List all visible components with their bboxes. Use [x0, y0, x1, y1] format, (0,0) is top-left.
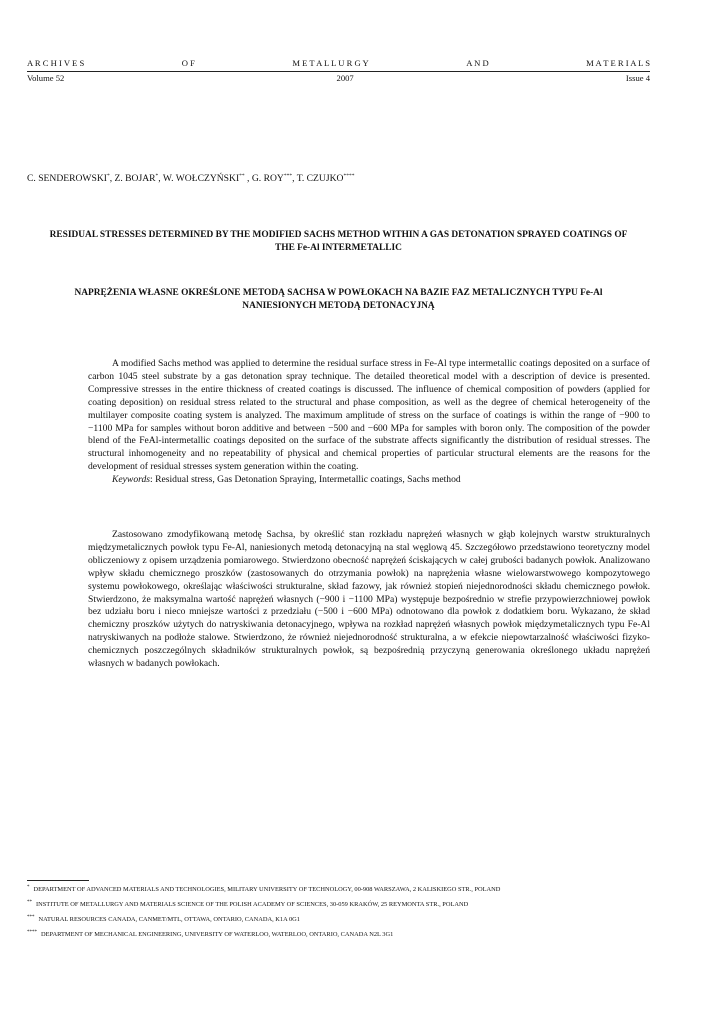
author-name: Z. BOJAR [114, 173, 156, 184]
footnote-mark: ** [27, 900, 32, 905]
year-label: 2007 [336, 73, 354, 83]
header-rule [27, 71, 650, 72]
abstract-polish [88, 529, 650, 671]
footnote-text: NATURAL RESOURCES CANADA, CANMET/MTL, OTTAWA, ONTARIO, CANADA, K1A 0G1 [38, 916, 300, 923]
abstract-polish-text: Zastosowano zmodyfikowaną metodę Sachsa, by określić stan rozkładu naprężeń własnych w głąb kolejnych warstw strukturalnych międzymetalicznych powłok typu Fe-Al, naniesionych metodą detonacyjną na stal węglową 45. Szczegółowo przedstawiono teoretyczny model obliczeniowy z opisem urządzenia pomiarowego. Stwierdzono obecność naprężeń ściskających w całej grubości badanych powłok. Analizowano wpływ składu chemicznego proszków (zastosowanych do otrzymania powłok) na naprężenia własne wielowarstwowego kompozytowego systemu powłokowego, określając właściwości strukturalne, skład fazowy, jak również stopień niejednorodności składu chemicznego powłok. Stwierdzono, że maksymalna wartość naprężeń własnych (−900 i −1100 MPa) występuje bezpośrednio w strefie przypowierzchniowej powłok bez udziału boru i nieco mniejsze wartości z przedziału (−500 i −600 MPa) odnotowano dla powłok z dodatkiem boru. Wykazano, że skład chemiczny proszków użytych do natryskiwania detonacyjnego, wpływa na rozkład naprężeń własnych powłok międzymetalicznych typu Fe-Al natryskiwanych na podłoże stalowe. Stwierdzono, że również niejednorodność strukturalna, a w efekcie niepowtarzalność właściwości fizyko-chemicznych poszczególnych składników strukturalnych powłok, są bezpośrednią przyczyną generowania określonego układu naprężeń własnych w badanych powłokach. [88, 529, 650, 670]
footnote [27, 926, 664, 941]
author-affiliation-mark: * [106, 173, 110, 179]
author-affiliation-mark: ** [239, 173, 245, 179]
abstract-english [88, 358, 650, 487]
footnotes [27, 881, 664, 941]
author-affiliation-mark: *** [283, 173, 293, 179]
journal-word: A N D [466, 58, 489, 68]
paper-title-english: RESIDUAL STRESSES DETERMINED BY THE MODIFIED SACHS METHOD WITHIN A GAS DETONATION SPRAYED COATINGS OF THE Fe-Al INTERMETALLIC [49, 230, 628, 253]
footnote [27, 896, 664, 911]
author-name: W. WOŁCZYŃSKI [162, 173, 240, 184]
author-name: G. ROY [251, 173, 284, 184]
author-affiliation-mark: * [155, 173, 159, 179]
journal-word: M E T A L L U R G Y [292, 58, 369, 68]
issue-info [27, 73, 650, 83]
journal-word: M A T E R I A L S [586, 58, 650, 68]
footnote-mark: **** [27, 930, 37, 935]
footnote-text: DEPARTMENT OF MECHANICAL ENGINEERING, UNIVERSITY OF WATERLOO, WATERLOO, ONTARIO, CANADA N2L 3G1 [41, 931, 394, 938]
paper-title-polish: NAPRĘŻENIA WŁASNE OKREŚLONE METODĄ SACHSA W POWŁOKACH NA BAZIE FAZ METALICZNYCH TYPU Fe-Al NANIESIONYCH METODĄ DETONACYJNĄ [74, 288, 603, 311]
footnote-mark: * [27, 885, 30, 890]
journal-name [27, 58, 650, 68]
footnote [27, 881, 664, 896]
journal-word: O F [181, 58, 195, 68]
journal-word: A R C H I V E S [27, 58, 85, 68]
author-affiliation-mark: **** [343, 173, 355, 179]
footnote-text: DEPARTMENT OF ADVANCED MATERIALS AND TECHNOLOGIES, MILITARY UNIVERSITY OF TECHNOLOGY, 00-908 WARSZAWA, 2 KALISKIEGO STR., POLAND [33, 886, 501, 893]
footnote [27, 911, 664, 926]
keywords-line [88, 474, 650, 487]
abstract-english-text: A modified Sachs method was applied to determine the residual surface stress in Fe-Al type intermetallic coatings deposited on a surface of carbon 1045 steel substrate by a gas detonation spray technique. The detailed theoretical model with a description of device is presented. Compressive stresses in the entire thickness of created coatings is discussed. The influence of chemical composition of powders (applied for coating deposition) on residual stress related to the structural and phase composition, as well as the degree of chemical heterogeneity of the multilayer composite coating system is analyzed. The maximum amplitude of stress on the surface of coatings is within the range of −900 to −1100 MPa for samples without boron additive and between −500 and −600 MPa for samples with boron only. The composition of the powder blend of the FeAl-intermetallic coatings deposited on the surface of the substrate affects significantly the distribution of residual stresses. The structural inhomogeneity and no repeatability of physical and chemical properties of particular structural elements are the reasons for the development of residual stresses system generation within the coating. [88, 358, 650, 473]
volume-label: Volume 52 [27, 73, 65, 83]
author-name: T. CZUJKO [296, 173, 344, 184]
keywords-label: Keywords [112, 474, 151, 486]
footnote-text: INSTITUTE OF METALLURGY AND MATERIALS SCIENCE OF THE POLISH ACADEMY OF SCIENCES, 30-059 KRAKÓW, 25 REYMONTA STR., POLAND [36, 901, 469, 908]
footnote-mark: *** [27, 915, 35, 920]
keywords-list: : Residual stress, Gas Detonation Spraying, Intermetallic coatings, Sachs method [150, 474, 461, 486]
author-name: C. SENDEROWSKI [27, 173, 107, 184]
issue-label: Issue 4 [625, 73, 650, 83]
author-list: C. SENDEROWSKI*, Z. BOJAR*, W. WOŁCZYŃSKI** , G. ROY***, T. CZUJKO**** [27, 173, 355, 184]
